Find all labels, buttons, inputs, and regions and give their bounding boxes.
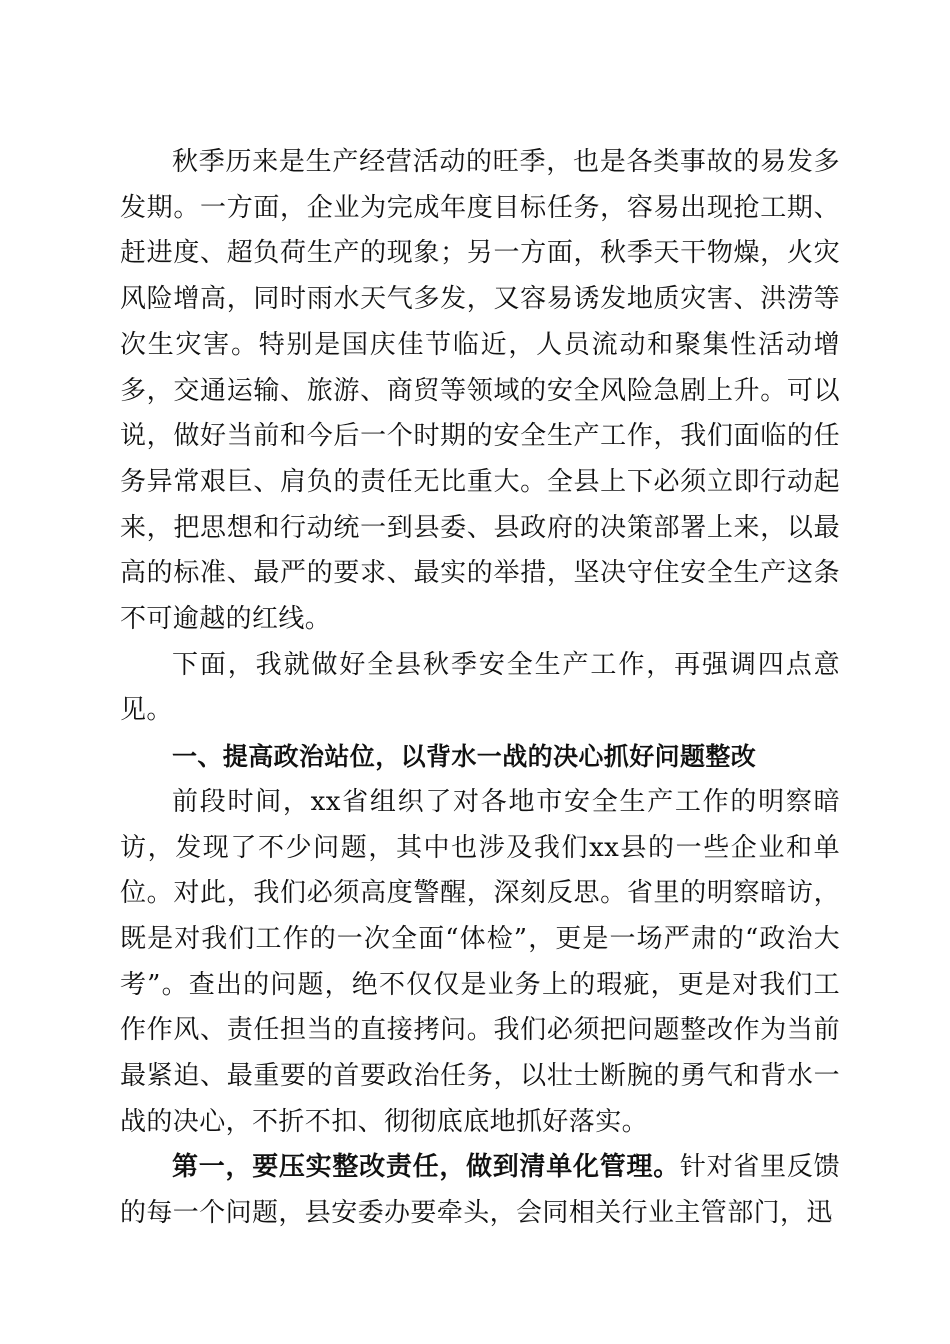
paragraph-inspection: 前段时间，xx省组织了对各地市安全生产工作的明察暗访，发现了不少问题，其中也涉及我们xx县的一些企业和单位。对此，我们必须高度警醒，深刻反思。省里的明察暗访，既是对我们工作的一次全面“体检”，更是一场严肃的“政治大考”。查出的问题，绝不仅仅是业务上的瑕疵，更是对我们工作作风、责任担当的直接拷问。我们必须把问题整改作为当前最紧迫、最重要的首要政治任务，以壮士断腕的勇气和背水一战的决心，不折不扣、彻彻底底地抓好落实。	[120, 786, 840, 1137]
paragraph-autumn-risk: 秋季历来是生产经营活动的旺季，也是各类事故的易发多发期。一方面，企业为完成年度目标任务，容易出现抢工期、赶进度、超负荷生产的现象；另一方面，秋季天干物燥，火灾风险增高，同时雨水天气多发，又容易诱发地质灾害、洪涝等次生灾害。特别是国庆佳节临近，人员流动和聚集性活动增多，交通运输、旅游、商贸等领域的安全风险急剧上升。可以说，做好当前和今后一个时期的安全生产工作，我们面临的任务异常艰巨、肩负的责任无比重大。全县上下必须立即行动起来，把思想和行动统一到县委、县政府的决策部署上来，以最高的标准、最严的要求、最实的举措，坚决守住安全生产这条不可逾越的红线。	[120, 147, 840, 635]
section-heading: 一、提高政治站位，以背水一战的决心抓好问题整改	[172, 742, 757, 772]
point-one-lead: 第一，要压实整改责任，做到清单化管理。	[172, 1152, 680, 1183]
point-one-text: 针对省里反馈的每一个问题，县安委办要牵头，会同相关行业主管部门，迅	[120, 1152, 840, 1229]
paragraph-point-one	[120, 1145, 840, 1236]
paragraph-intro-four-points: 下面，我就做好全县秋季安全生产工作，再强调四点意见。	[120, 649, 840, 726]
document-body	[120, 140, 840, 1237]
